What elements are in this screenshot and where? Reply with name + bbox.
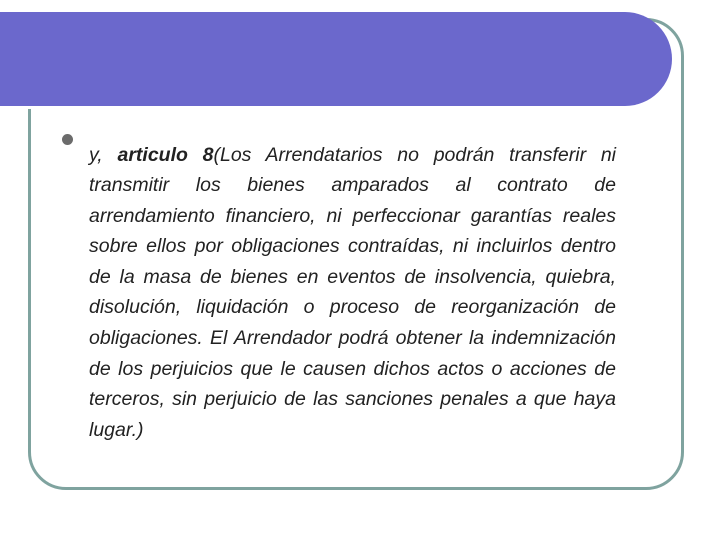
bullet-dot-icon	[62, 134, 73, 145]
bullet-body-text: (Los Arrendatarios no podrán transferir ni transmitir los bienes amparados al contrato de arrendamiento financiero, ni perfeccionar garantías reales sobre ellos por obligaciones contraídas, ni incluirlos dentro de la masa de bienes en eventos de insolvencia, quiebra, disolución, liquidación o proceso de reorganización de obligaciones. El Arrendador podrá obtener la indemnización de los perjuicios que le causen dichos actos o acciones de terceros, sin perjuicio de las sanciones penales a que haya lugar.)	[89, 143, 617, 441]
title-banner	[0, 12, 672, 106]
bullet-paragraph	[89, 140, 616, 446]
bullet-lead-text: y,	[89, 143, 118, 166]
banner-divider	[0, 106, 636, 109]
article-reference: articulo 8	[117, 143, 214, 166]
content-area	[60, 120, 616, 465]
